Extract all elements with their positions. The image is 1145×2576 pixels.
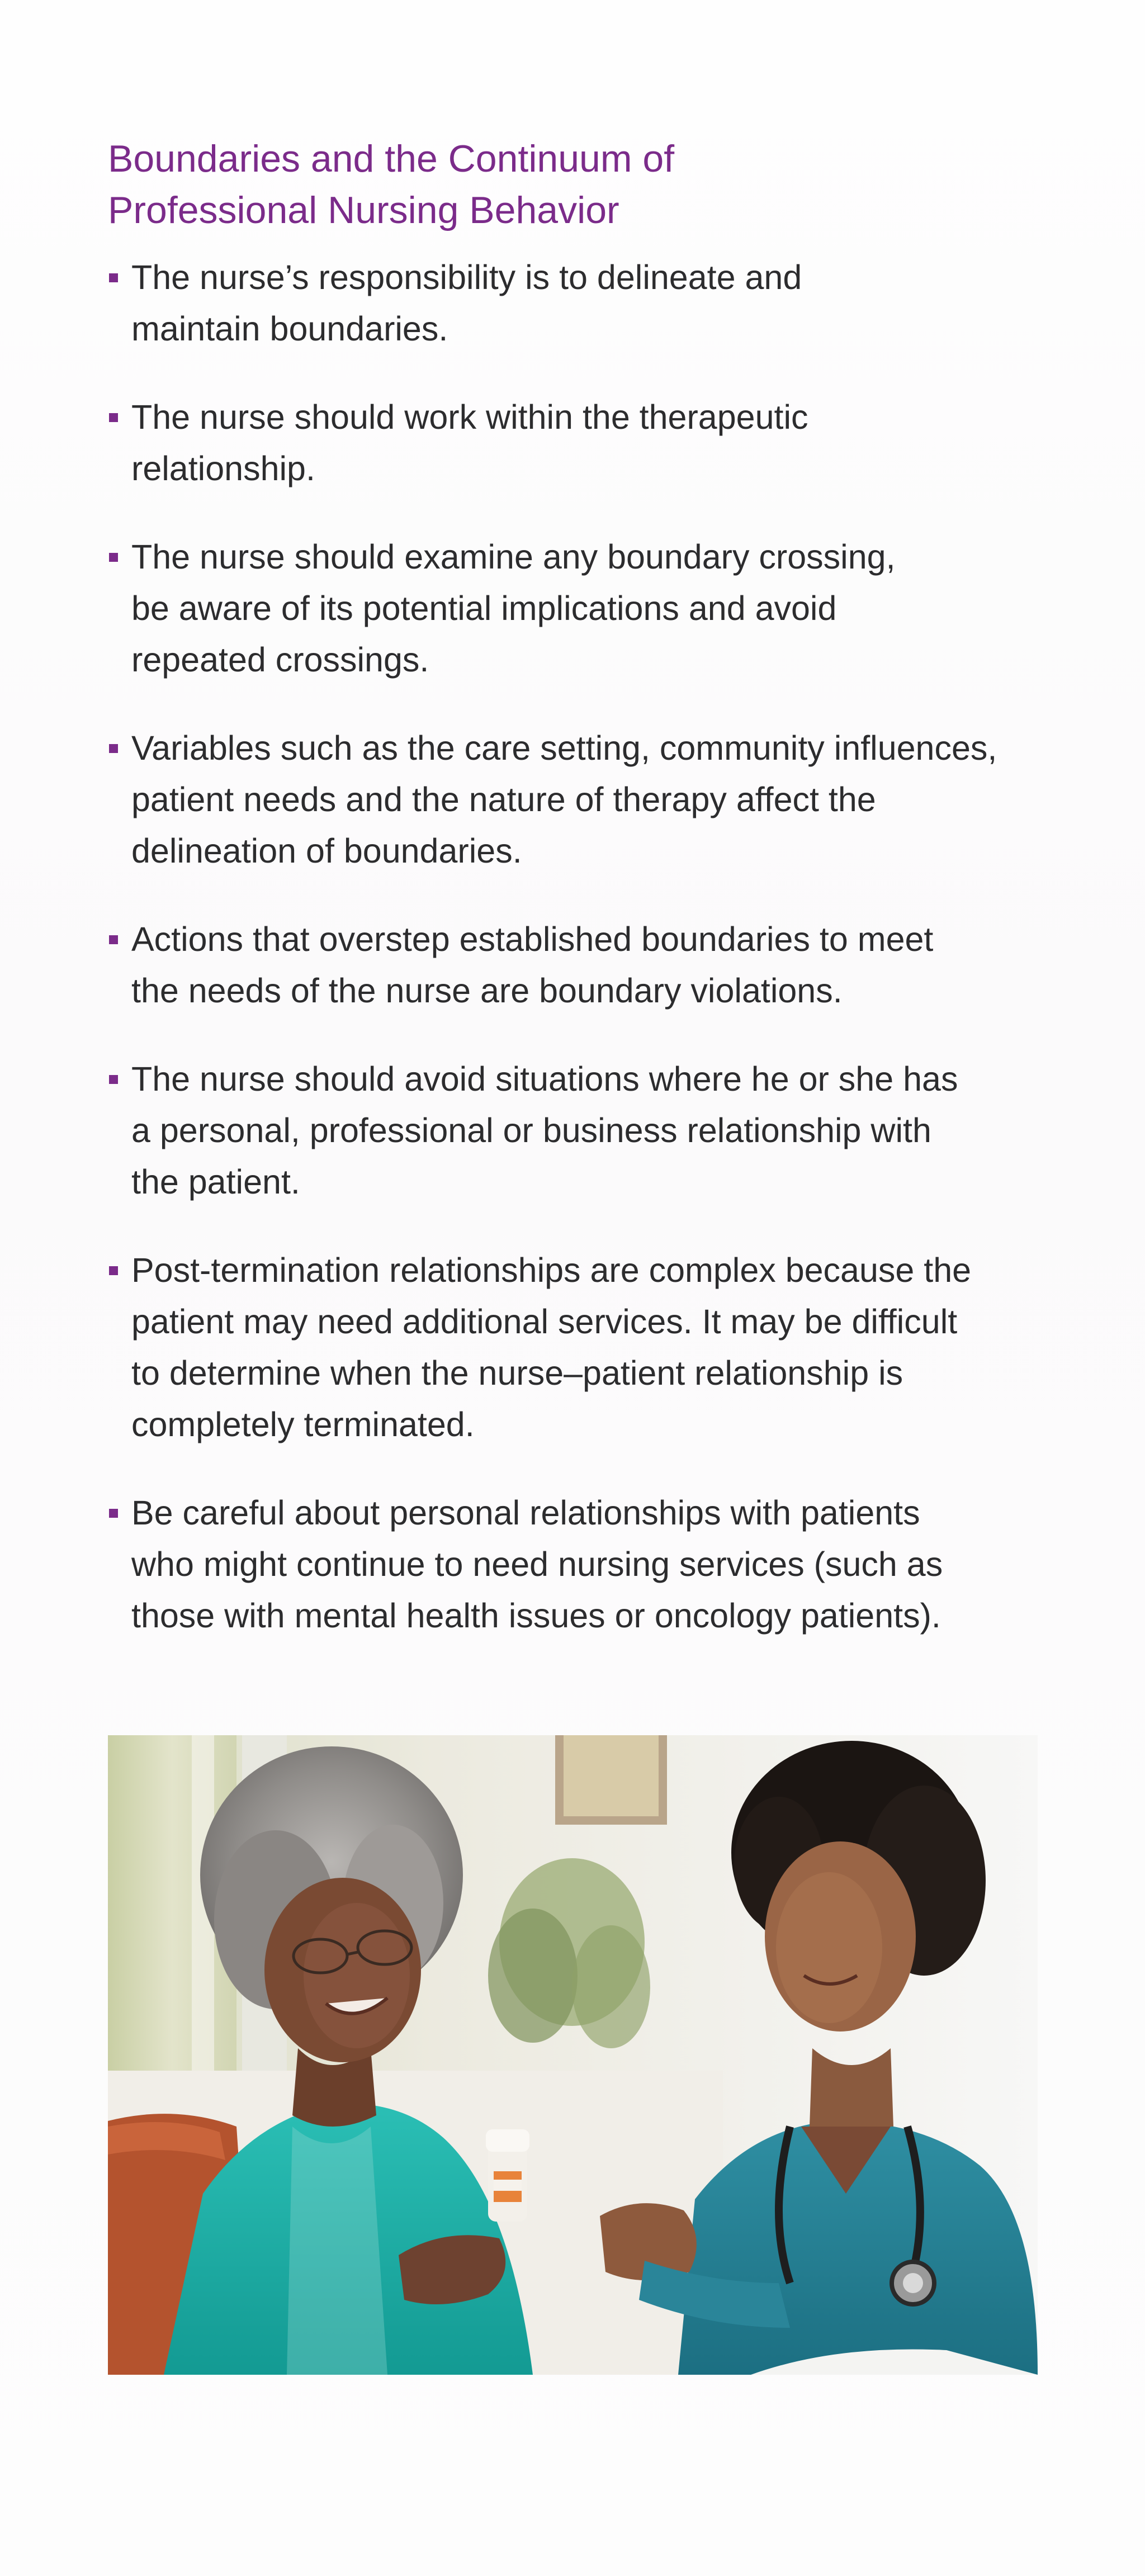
bullet-line: Be careful about personal relationships with patients bbox=[131, 1494, 920, 1532]
bullet-line: maintain boundaries. bbox=[131, 310, 448, 348]
square-bullet-icon bbox=[109, 273, 118, 282]
bullet-line: be aware of its potential implications and avoid bbox=[131, 589, 837, 627]
bullet-line: to determine when the nurse–patient relationship is bbox=[131, 1354, 903, 1392]
bullet-line: The nurse should avoid situations where he or she has bbox=[131, 1060, 958, 1098]
bullet-line: repeated crossings. bbox=[131, 641, 429, 679]
square-bullet-icon bbox=[109, 1509, 118, 1518]
bullet-line: The nurse should work within the therapeutic bbox=[131, 398, 808, 436]
square-bullet-icon bbox=[109, 744, 118, 753]
heading-line-1: Boundaries and the Continuum of bbox=[108, 138, 675, 180]
bullet-line: who might continue to need nursing services (such as bbox=[131, 1545, 943, 1583]
bullet-item bbox=[108, 1053, 1042, 1208]
bullet-item bbox=[108, 1244, 1042, 1450]
square-bullet-icon bbox=[109, 553, 118, 562]
bullet-list bbox=[108, 252, 1042, 1678]
bullet-line: delineation of boundaries. bbox=[131, 832, 522, 870]
photo-illustration bbox=[108, 1735, 1038, 2375]
bullet-line: completely terminated. bbox=[131, 1405, 475, 1443]
bullet-line: patient needs and the nature of therapy affect the bbox=[131, 780, 876, 818]
bullet-line: those with mental health issues or oncology patients). bbox=[131, 1597, 941, 1635]
square-bullet-icon bbox=[109, 935, 118, 944]
nurse-patient-photo bbox=[108, 1735, 1038, 2375]
heading-line-2: Professional Nursing Behavior bbox=[108, 189, 619, 231]
bullet-line: the needs of the nurse are boundary violations. bbox=[131, 972, 843, 1010]
bullet-line: Variables such as the care setting, community influences, bbox=[131, 729, 997, 767]
bullet-line: the patient. bbox=[131, 1163, 300, 1201]
section-heading bbox=[108, 133, 947, 236]
bullet-line: a personal, professional or business relationship with bbox=[131, 1111, 931, 1149]
bullet-line: Post-termination relationships are complex because the bbox=[131, 1251, 972, 1289]
bullet-line: The nurse should examine any boundary crossing, bbox=[131, 538, 896, 576]
bullet-item bbox=[108, 1487, 1042, 1641]
bullet-line: relationship. bbox=[131, 449, 315, 487]
bullet-item bbox=[108, 391, 1042, 494]
bullet-item bbox=[108, 722, 1042, 877]
bullet-line: The nurse’s responsibility is to delineate and bbox=[131, 258, 802, 296]
bullet-item bbox=[108, 913, 1042, 1016]
bullet-item bbox=[108, 252, 1042, 354]
square-bullet-icon bbox=[109, 1075, 118, 1084]
bullet-line: Actions that overstep established boundaries to meet bbox=[131, 920, 934, 958]
square-bullet-icon bbox=[109, 1266, 118, 1275]
bullet-line: patient may need additional services. It may be difficult bbox=[131, 1303, 958, 1341]
bullet-item bbox=[108, 531, 1042, 685]
square-bullet-icon bbox=[109, 413, 118, 422]
